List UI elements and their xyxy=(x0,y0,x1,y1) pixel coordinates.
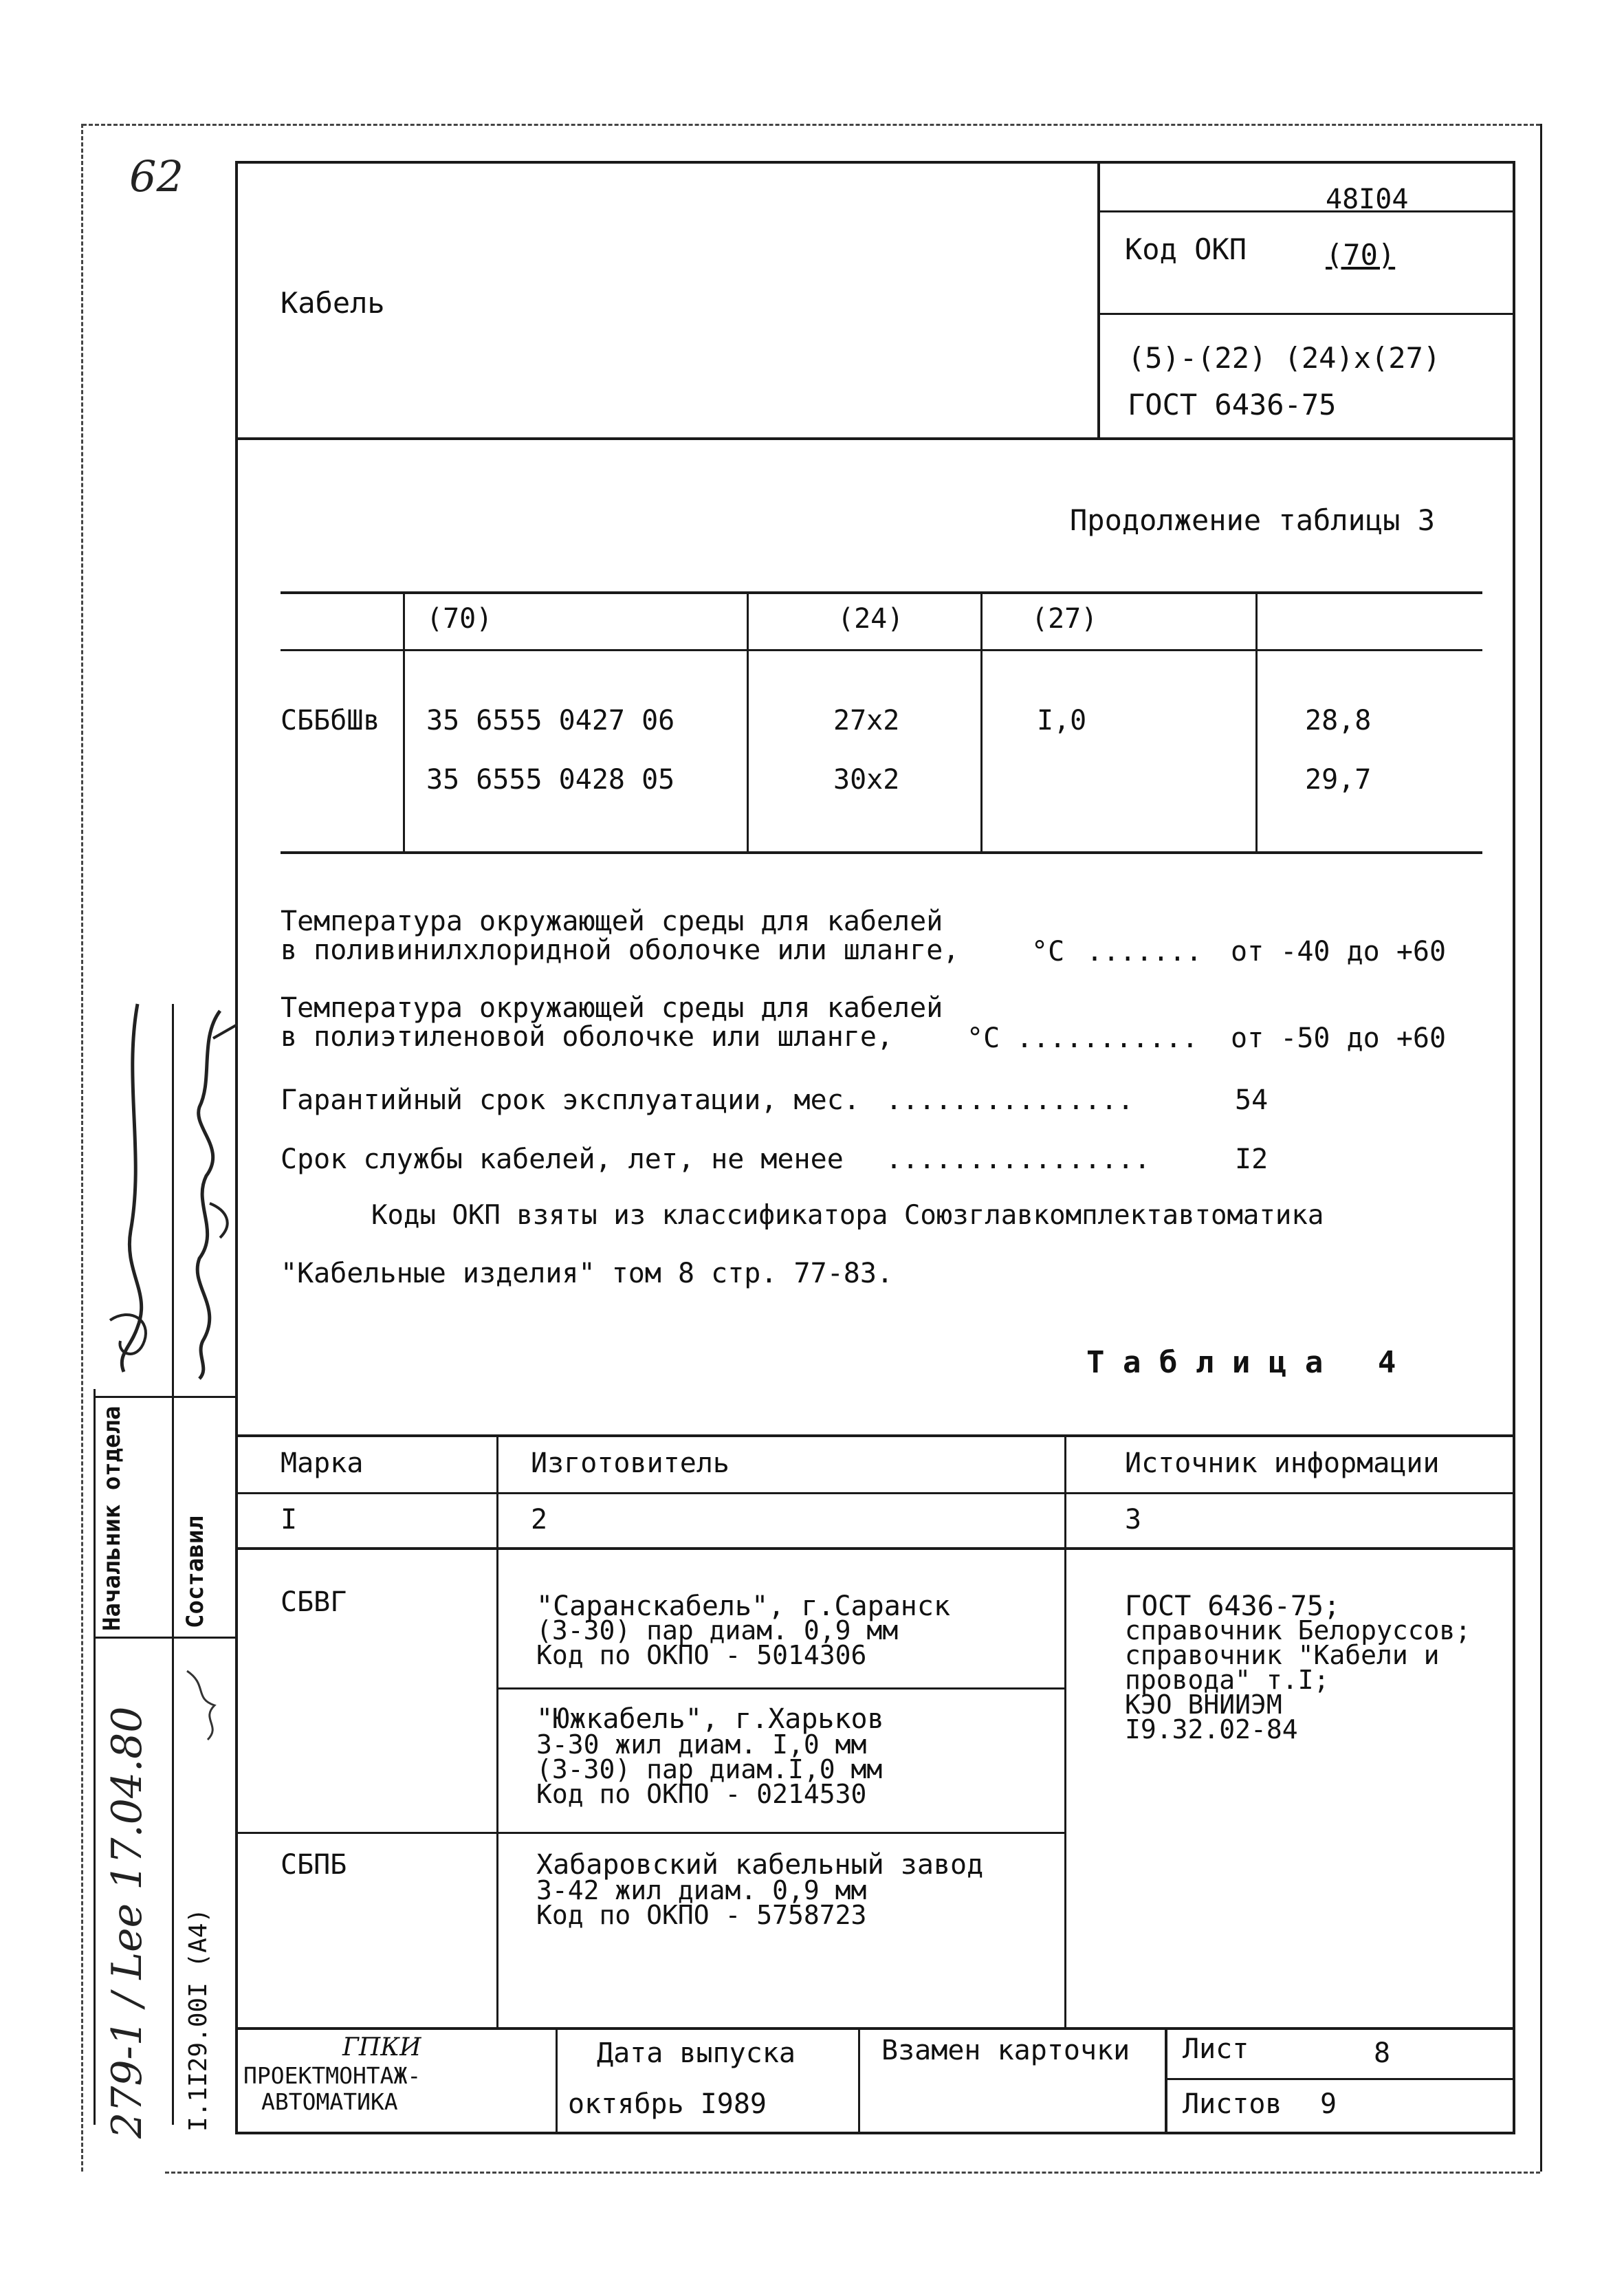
table3-row1-value: 28,8 xyxy=(1305,705,1372,736)
page-border-top xyxy=(83,124,1540,126)
table4-row1-maker2-l4: Код по ОКПО - 0214530 xyxy=(536,1779,867,1809)
table4-row1-source-l3: справочник "Кабели и xyxy=(1125,1640,1440,1670)
frame-right xyxy=(1513,162,1515,2134)
format-code: I.1I29.00I (А4) xyxy=(184,1907,212,2132)
table4-num-2: 2 xyxy=(531,1504,548,1535)
footer-col-3 xyxy=(1165,2029,1167,2132)
note3-value: 54 xyxy=(1235,1084,1269,1116)
header-bottom xyxy=(235,437,1515,440)
page-border-left xyxy=(81,124,83,2172)
table3-row2-size: 30x2 xyxy=(833,764,900,796)
table4-row1-source-l4: провода" т.I; xyxy=(1125,1665,1330,1695)
issue-date-value: октябрь I989 xyxy=(568,2088,767,2120)
note4-value: I2 xyxy=(1235,1144,1269,1175)
sheet-label: Лист xyxy=(1183,2033,1249,2065)
doc-code: 48I04 xyxy=(1326,184,1409,215)
table4-title: Т а б л и ц а 4 xyxy=(1086,1345,1396,1380)
stamp-col-1 xyxy=(94,1389,96,2125)
frame-top xyxy=(235,161,1515,164)
table3-row1-diam: I,0 xyxy=(1037,705,1087,736)
table4-row1-mark: СБВГ xyxy=(281,1586,347,1618)
note2-dots: ........... xyxy=(1016,1023,1198,1054)
sheet-value: 8 xyxy=(1374,2037,1391,2069)
table4-row1-maker2-l1: "Южкабель", г.Харьков xyxy=(536,1703,884,1735)
table4-row1-source-l1: ГОСТ 6436-75; xyxy=(1125,1590,1341,1622)
table4-row2-maker-l1: Хабаровский кабельный завод xyxy=(536,1849,984,1881)
table4-header-maker: Изготовитель xyxy=(531,1447,729,1479)
table3-header-size: (24) xyxy=(837,603,904,635)
note4-dots: ................ xyxy=(886,1144,1151,1175)
table4-row-sep xyxy=(235,1832,1064,1834)
table4-number-sep xyxy=(235,1547,1513,1550)
table4-header-source: Источник информации xyxy=(1125,1447,1440,1479)
table4-row1-maker2-l2: 3-30 жил диам. I,0 мм xyxy=(536,1729,867,1760)
note2-line2: в полиэтиленовой оболочке или шланге, xyxy=(281,1021,894,1053)
table3-row1-mark: СББбШв xyxy=(281,705,380,736)
note1-value: от -40 до +60 xyxy=(1231,936,1447,967)
table4-row1-source-l2: справочник Белоруссов; xyxy=(1125,1615,1471,1646)
table3-bottom xyxy=(281,851,1482,854)
table4-row1-maker1-l3: Код по ОКПО - 5014306 xyxy=(536,1640,867,1670)
table3-row1-size: 27x2 xyxy=(833,705,900,736)
table4-col-1 xyxy=(496,1436,498,2027)
okp-value: (70) xyxy=(1326,238,1396,272)
header-sep-1 xyxy=(1100,210,1513,212)
table4-row1-maker1-l2: (3-30) пар диам. 0,9 мм xyxy=(536,1615,899,1646)
okp-label: Код ОКП xyxy=(1125,232,1247,266)
page-number: 62 xyxy=(129,151,184,201)
org-line-2: ПРОЕКТМОНТАЖ- xyxy=(243,2062,421,2089)
table4-top xyxy=(235,1434,1513,1437)
replaces-card-label: Взамен карточки xyxy=(881,2035,1130,2066)
signature-small xyxy=(180,1664,232,1747)
table4-row1-source-l5: КЭО ВНИИЭМ xyxy=(1125,1690,1282,1720)
table4-row2-maker-l3: Код по ОКПО - 5758723 xyxy=(536,1900,867,1930)
table4-header-mark: Марка xyxy=(281,1447,364,1479)
footer-top xyxy=(235,2027,1513,2030)
table4-row1-source-l6: I9.32.02-84 xyxy=(1125,1714,1298,1745)
note1-line2: в поливинилхлоридной оболочке или шланге, xyxy=(281,934,960,966)
table3-row1-code: 35 6555 0427 06 xyxy=(426,705,675,736)
table3-header-sep xyxy=(281,649,1482,651)
stamp-sep-2 xyxy=(94,1637,235,1639)
table4-header-sep xyxy=(235,1492,1513,1494)
note1-dots: ....... xyxy=(1086,936,1203,967)
table4-num-1: I xyxy=(281,1504,298,1535)
table3-header-diam: (27) xyxy=(1031,603,1098,635)
inventory-number: 279-1 / Lee 17.04.80 xyxy=(103,1706,151,2139)
stamp-sep-1 xyxy=(94,1396,235,1398)
designation-formula: (5)-(22) (24)x(27) xyxy=(1128,341,1441,375)
table3-title: Продолжение таблицы 3 xyxy=(1070,503,1436,537)
note2-unit: °С xyxy=(967,1023,1000,1054)
note2-line1: Температура окружающей среды для кабелей xyxy=(281,992,943,1024)
org-line-1: ГПКИ xyxy=(342,2033,421,2062)
table4-row2-maker-l2: 3-42 жил диам. 0,9 мм xyxy=(536,1875,867,1905)
footer-sheet-sep xyxy=(1165,2078,1513,2080)
note1-line1: Температура окружающей среды для кабелей xyxy=(281,906,943,937)
stamp-head-of-dept: Начальник отдела xyxy=(98,1406,126,1631)
table3-col-3 xyxy=(980,593,983,851)
note4-text: Срок службы кабелей, лет, не менее xyxy=(281,1144,844,1175)
designation-standard: ГОСТ 6436-75 xyxy=(1128,388,1337,422)
footer-bottom xyxy=(235,2132,1513,2134)
sheets-label: Листов xyxy=(1183,2088,1282,2120)
note2-value: от -50 до +60 xyxy=(1231,1023,1447,1054)
note3-text: Гарантийный срок эксплуатации, мес. xyxy=(281,1084,860,1116)
table3-col-1 xyxy=(403,593,405,851)
issue-date-label: Дата выпуска xyxy=(597,2037,795,2069)
header-sep-2 xyxy=(1100,313,1513,315)
table3-row2-value: 29,7 xyxy=(1305,764,1372,796)
note1-unit: °С xyxy=(1031,936,1065,967)
stamp-compiled: Составил xyxy=(182,1516,209,1628)
product-name: Кабель xyxy=(281,286,385,320)
footer-col-1 xyxy=(556,2029,558,2132)
signature-compiled xyxy=(172,997,248,1382)
table4-maker-sep xyxy=(496,1687,1064,1690)
sheets-value: 9 xyxy=(1320,2088,1337,2120)
org-line-3: АВТОМАТИКА xyxy=(261,2088,398,2115)
note3-dots: ............... xyxy=(886,1084,1134,1116)
page-border-bottom xyxy=(165,2172,1540,2174)
table3-row2-code: 35 6555 0428 05 xyxy=(426,764,675,796)
header-divider xyxy=(1097,162,1100,437)
table3-top xyxy=(281,591,1482,594)
table4-row2-mark: СБПБ xyxy=(281,1849,347,1881)
table3-header-code: (70) xyxy=(426,603,493,635)
okp-note-line1: Коды ОКП взяты из классификатора Союзглавкомплектавтоматика xyxy=(371,1200,1324,1231)
table4-row1-maker1-l1: "Саранскабель", г.Саранск xyxy=(536,1590,951,1622)
footer-col-2 xyxy=(858,2029,860,2132)
page-border-right xyxy=(1540,124,1542,2172)
table4-num-3: 3 xyxy=(1125,1504,1142,1535)
table3-col-2 xyxy=(747,593,749,851)
table4-col-2 xyxy=(1064,1436,1066,2027)
table3-col-4 xyxy=(1255,593,1258,851)
table4-row1-maker2-l3: (3-30) пар диам.I,0 мм xyxy=(536,1754,883,1784)
signature-head-of-dept xyxy=(96,997,172,1382)
okp-note-line2: "Кабельные изделия" том 8 стр. 77-83. xyxy=(281,1258,894,1289)
